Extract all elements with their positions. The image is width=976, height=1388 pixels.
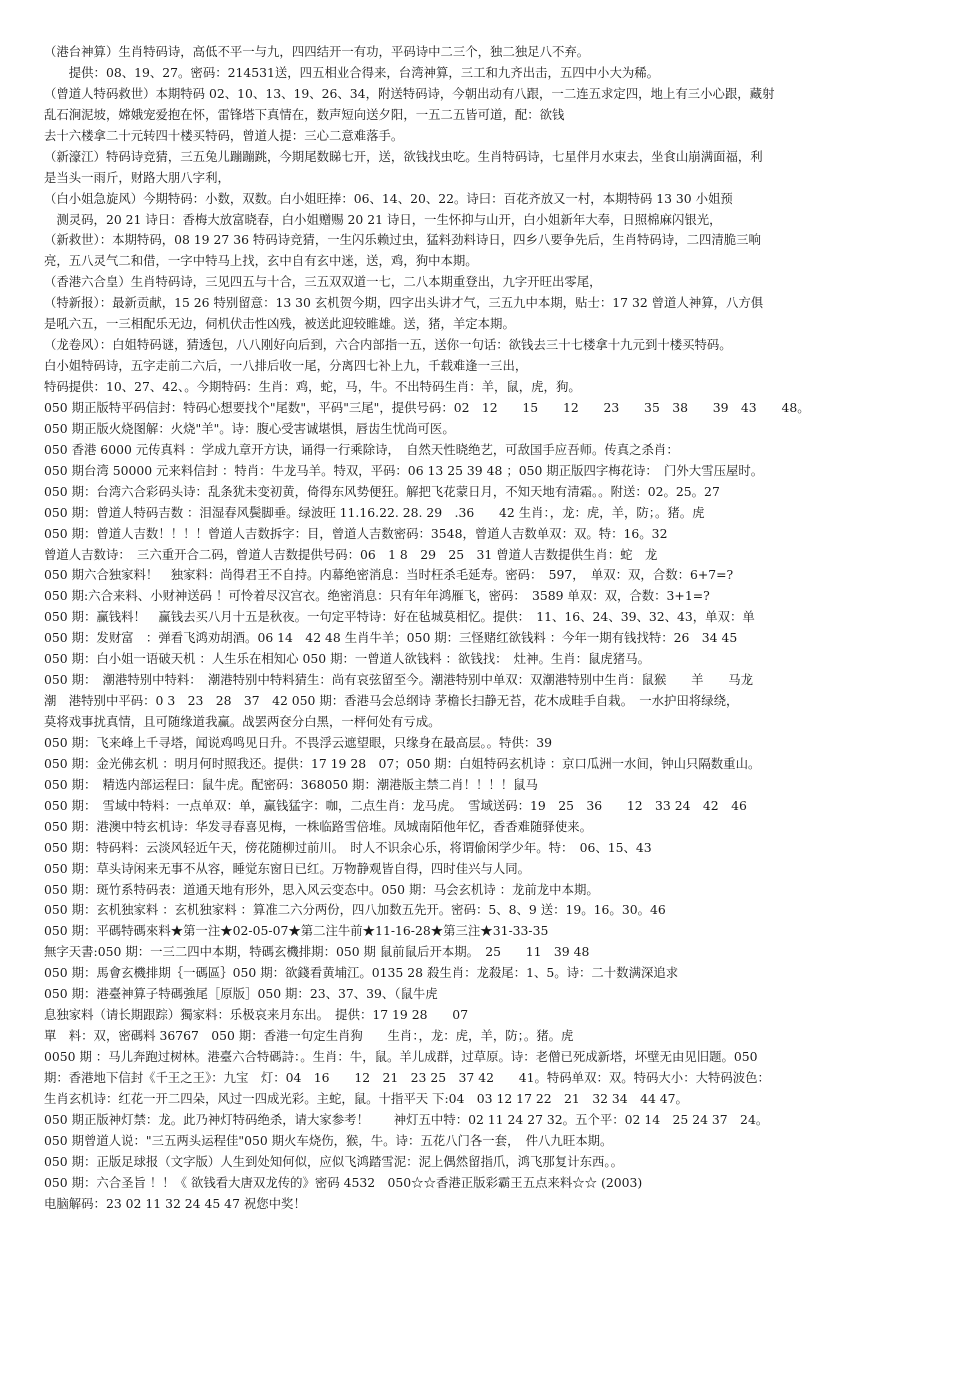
text-line: （龙卷风）：白姐特码谜，猜透包，八八刚好向后到，六合内部指一五，送你一句话：欲钱去三十七楼拿十九元到十楼买特码。 bbox=[44, 337, 732, 353]
text-line: 乱石涧泥坡，嫦娥宠爱抱在怀，雷锋塔下真情在，数声短向送夕阳，一五二五皆可道，配：欲钱 bbox=[44, 106, 565, 122]
text-line: 050 期： 精选内部运程曰：鼠牛虎。配密码：368050 期：潮港版主禁二肖！！！！鼠马 bbox=[44, 776, 538, 792]
text-line: 期：香港地下信封《千王之王》：九宝 灯：04 16 12 21 23 25 37 42 41。特码单双：双。特码大小：大特码波色： bbox=[44, 1069, 770, 1085]
text-line: 是当头一雨斤，财路大朋八字利， bbox=[44, 169, 230, 185]
text-line: 050 期：发财富 ：弹看飞鸿劝胡酒。06 14 42 48 生肖牛羊；050 期：三怪赌红欲钱料 ：今年一期有钱找特：26 34 45 bbox=[44, 630, 738, 646]
text-line: 050 期曾道人说："三五两头运程佳"050 期火车烧伤，猴，牛。诗：五花八门各一套， 件八九旺本期。 bbox=[44, 1132, 613, 1148]
text-line: 曾道人吉数诗： 三六重开合二码，曾道人吉数提供号码：06 1 8 29 25 31 曾道人吉数提供生肖：蛇 龙 bbox=[44, 546, 658, 562]
text-line: 050 期：平碼特碼來料★第一注★02-05-07★第二注牛前★11-16-28★第三注★31-33-35 bbox=[44, 923, 549, 939]
text-line: 去十六楼拿二十元转四十楼买特码，曾道人提：三心二意难落手。 bbox=[44, 127, 404, 143]
text-line: 050 期：曾道人特码吉数 ：泪湿春风鬓脚垂。绿波旺 11.16.22. 28. 29 .36 42 生肖：，龙：虎，羊，防；。猪。虎 bbox=[44, 504, 705, 520]
text-line: （港台神算）生肖特码诗，高低不平一与九，四四结开一有功，平码诗中二三个，独二独足八不弃。 bbox=[44, 44, 590, 59]
text-line: 提供：08、19、27。密码：214531送，四五相业合得来，台湾神算，三工和九齐出击，五四中小大为稀。 bbox=[44, 64, 660, 80]
document-body bbox=[44, 42, 944, 1215]
text-line: 050 期六合独家料！ 独家料：尚得君王不自持。内幕绝密消息：当时枉杀毛延寿。密码： 597， 单双：双，合数：6+7=? bbox=[44, 567, 734, 583]
text-line: 050 期：六合圣旨 ！！《 欲钱看大唐双龙传的》密码 4532 050☆☆香港正版彩霸王五点来料☆☆ (2003) bbox=[44, 1174, 643, 1190]
text-line: 潮 港特别中平码：0 3 23 28 37 42 050 期：香港马会总纲诗 茅檐长扫静无苔，花木成畦手自栽。 一水护田将绿绕， bbox=[44, 693, 739, 709]
text-line: （特新报）：最新贡献，15 26 特别留意：13 30 玄机贺今期，四字出头讲才气，三五九中本期，贴士：17 32 曾道人神算，八方俱 bbox=[44, 295, 764, 311]
text-line: 电脑解码：23 02 11 32 24 45 47 祝您中奖！ bbox=[44, 1195, 306, 1211]
text-line: 050 期：曾道人吉数！！！！曾道人吉数拆字：目，曾道人吉数密码：3548，曾道人吉数单双：双。特：16。32 bbox=[44, 525, 668, 541]
text-line: 050 期：斑竹系特码表：道通天地有形外，思入风云变态中。050 期：马会玄机诗 ：龙前龙中本期。 bbox=[44, 881, 599, 897]
text-line: （新救世）：本期特码，08 19 27 36 特码诗竞猜，一生闪乐赖过虫，猛料劲料诗日，四乡八要争先后，生肖特码诗，二四清脆三响 bbox=[44, 232, 761, 248]
text-line: （白小姐急旋风）今期特码：小数，双数。白小姐旺捧：06、14、20、22。诗曰：百花齐放又一村，本期特码 13 30 小姐预 bbox=[44, 190, 733, 206]
text-line: 050 期正版特平码信封：特码心想要找个"尾数"，平码"三尾"，提供号码：02 12 15 12 23 35 38 39 43 48。 bbox=[44, 399, 810, 415]
text-line: 050 期：白小姐一语破天机 ：人生乐在相知心 050 期：一曾道人欲钱料 ：欲钱找： 灶神。生肖：鼠虎猪马。 bbox=[44, 651, 650, 667]
text-line: 050 期：玄机独家料 ：玄机独家料 ：算准二六分两份，四八加数五先开。密码：5、8、9 送：19。16。30。46 bbox=[44, 902, 666, 918]
text-line: 莫将戏事扰真情，且可随缘道我赢。战罢两奁分白黑，一枰何处有亏成。 bbox=[44, 714, 441, 729]
text-line: 050 期：正版足球报（文字版）人生到处知何似，应似飞鸿踏雪泥：泥上偶然留指爪，鸿飞那复计东西。。 bbox=[44, 1153, 623, 1169]
text-line: 050 期正版火烧图解：火烧"羊"。诗：腹心受害诚堪惧，唇齿生忧尚可医。 bbox=[44, 420, 455, 436]
text-line: 0050 期 ：马儿奔跑过树林。港臺六合特碼詩：。生肖：牛，鼠。羊儿成群，过草原。诗：老僧已死成新塔，坏壁无由见旧题。050 bbox=[44, 1049, 758, 1064]
text-line: 單 料：双，密碼料 36767 050 期：香港一句定生肖狗 生肖：，龙：虎，羊，防；。猪。虎 bbox=[44, 1028, 574, 1044]
text-line: 050 期： 潮港特别中特料： 潮港特别中特料猜生：尚有哀弦留至今。潮港特别中单双：双潮港特别中生肖：鼠猴 羊 马龙 bbox=[44, 672, 754, 688]
text-line: 生肖玄机诗：红花一开二四朵，风过一四成光彩。主蛇，鼠。十指平天 下:04 03 12 17 22 21 32 34 44 47。 bbox=[44, 1090, 688, 1106]
text-line: 050 期：台湾六合彩码头诗：乱条犹未变初黄，倚得东风势便狂。解把飞花蒙日月，不知天地有清霜。。附送：02。25。27 bbox=[44, 483, 720, 499]
text-line: 是吼六五，一三相配乐无边，伺机伏击性凶残，被送此迎较睢雄。送，猪，羊定本期。 bbox=[44, 316, 515, 332]
text-line: 050 期：港臺神算子特碼強尾［原版］050 期：23、37、39、（鼠牛虎 bbox=[44, 986, 438, 1002]
text-line: 050 香港 6000 元传真料 ：学成九章开方诀，诵得一行乘除诗， 自然天性晓绝艺，可敌国手应吾师。传真之杀肖： bbox=[44, 441, 679, 457]
text-line: 050 期：馬會玄機排期｛一碼區｝050 期：欲錢看黄埔江。0135 28 殺生肖：龙殺尾：1、5。诗：二十数满深追求 bbox=[44, 965, 679, 981]
text-line: 息独家料（请长期跟踪）獨家料：乐极哀来月东出。 提供：17 19 28 07 bbox=[44, 1007, 469, 1023]
text-line: 亮，五八灵气二和借，一字中特马上找，玄中自有玄中迷，送，鸡，狗中本期。 bbox=[44, 253, 478, 269]
text-line: 050 期：赢钱料！ 赢钱去买八月十五是秋夜。一句定平特诗：好在毡城莫相忆。提供： 11、16、24、39、32、43，单双：单 bbox=[44, 609, 755, 625]
text-line: 050 期:六合来料、小财神送码 ！可怜着尽汉宫衣。绝密消息：只有年年鸿雁飞，密码： 3589 单双：双，合数：3+1=? bbox=[44, 588, 710, 604]
text-line: 050 期：飞来峰上千寻塔，闻说鸡鸣见日升。不畏浮云遮望眼，只缘身在最高层。。特供：39 bbox=[44, 734, 552, 750]
text-line: （新濠江）特码诗竞猜，三五兔儿蹦蹦跳，今期尾数睇七开，送，欲钱找虫吃。生肖特码诗，七星伴月水束去，坐食山崩满面福，利 bbox=[44, 148, 763, 164]
text-line: （香港六合皇）生肖特码诗，三见四五与十合，三五双双道一七，二八本期重登出，九字开旺出零尾， bbox=[44, 274, 602, 290]
text-line: 050 期：金光佛玄机 ：明月何时照我还。提供：17 19 28 07；050 期：白姐特码玄机诗 ：京口瓜洲一水间，钟山只隔数重山。 bbox=[44, 755, 761, 771]
text-line: 無字天書:050 期：一三二四中本期，特碼玄機排期：050 期 鼠前鼠后开本期。 25 11 39 48 bbox=[44, 944, 590, 960]
text-line: 白小姐特码诗，五字走前二六后，一八排后收一尾，分离四七补上九，千载难逢一三出， bbox=[44, 358, 528, 374]
text-line: 050 期：港澳中特玄机诗：华发寻春喜见梅，一株临路雪倍堆。凤城南陌他年忆，香香难随驿使来。 bbox=[44, 818, 592, 834]
text-line: 050 期正版神灯禁：龙。此乃神灯特码绝杀，请大家参考！ 神灯五中特：02 11 24 27 32。五个平：02 14 25 24 37 24。 bbox=[44, 1111, 769, 1127]
text-line: 特码提供：10、27、42、。今期特码：生肖：鸡，蛇，马，牛。不出特码生肖：羊，鼠，虎，狗。 bbox=[44, 379, 581, 394]
text-line: 050 期：草头诗闲来无事不从容，睡觉东窗日已红。万物静观皆自得，四时佳兴与人同。 bbox=[44, 860, 531, 876]
text-line: 050 期： 雪域中特料：一点单双：单，赢钱猛字：咖，二点生肖：龙马虎。 雪域送码：19 25 36 12 33 24 42 46 bbox=[44, 797, 747, 813]
text-line: 050 期：特码料：云淡风轻近午天，傍花随柳过前川。 时人不识余心乐，将谓偷闲学少年。特： 06、15、43 bbox=[44, 839, 652, 855]
text-line: 测灵码，20 21 诗日：香梅大放富晓春，白小姐赠赐 20 21 诗日，一生怀抑与山开，白小姐新年大奉，日照棉麻闪银光， bbox=[44, 211, 722, 227]
text-line: 050 期台湾 50000 元来料信封 ：特肖：牛龙马羊。特双，平码：06 13 25 39 48 ；050 期正版四字梅花诗： 门外大雪压屋时。 bbox=[44, 462, 764, 478]
text-line: （曾道人特码救世）本期特码 02、10、13、19、26、34，附送特码诗，今朝出动有八跟，一二连五求定四，地上有三小心跟，藏射 bbox=[44, 85, 775, 101]
